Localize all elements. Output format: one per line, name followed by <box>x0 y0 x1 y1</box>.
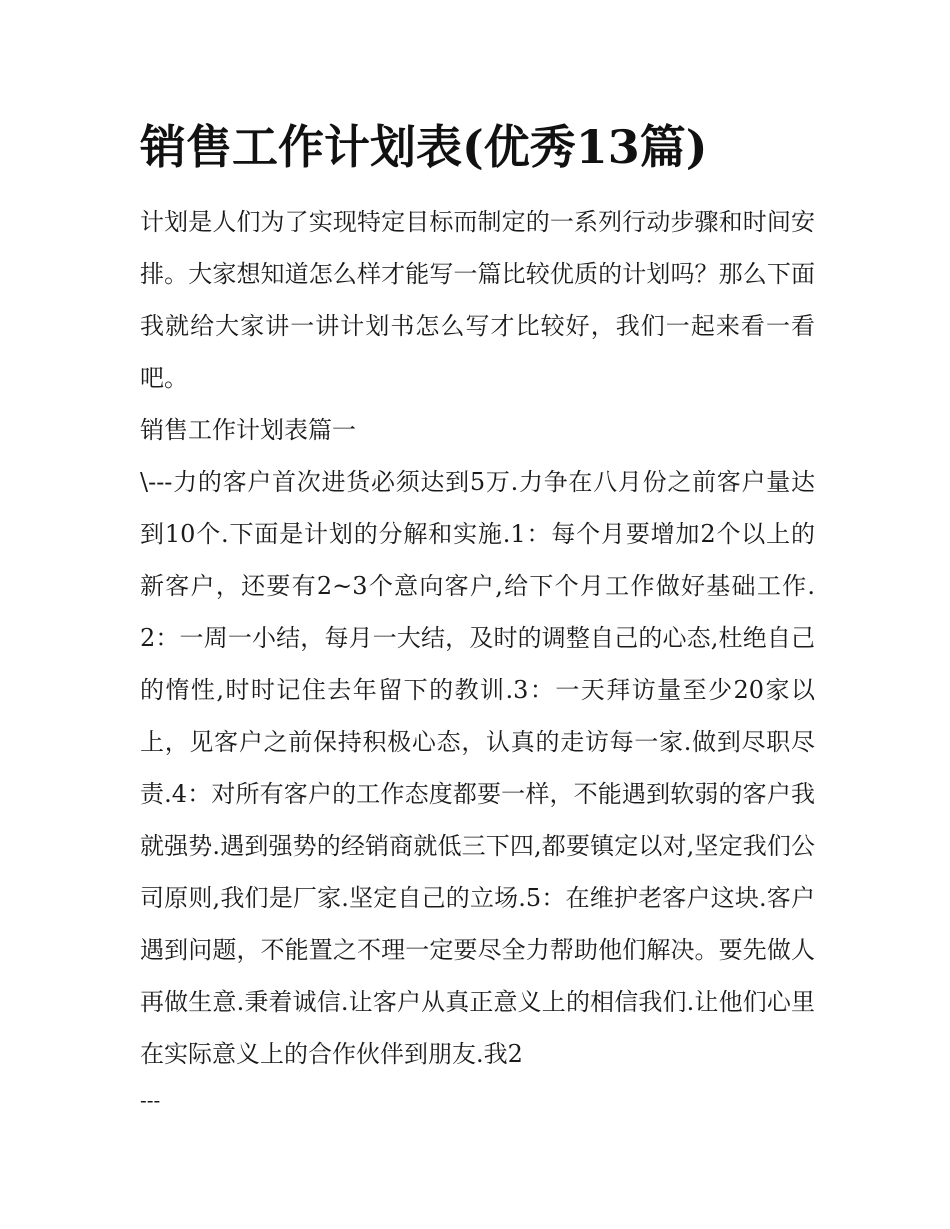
document-title: 销售工作计划表(优秀13篇) <box>140 120 708 174</box>
intro-paragraph: 计划是人们为了实现特定目标而制定的一系列行动步骤和时间安排。大家想知道怎么样才能写一篇比较优质的计划吗？那么下面我就给大家讲一讲计划书怎么写才比较好，我们一起来看一看吧。 <box>140 208 815 392</box>
document-body <box>140 196 815 1120</box>
page-break-marker: --- <box>140 1088 161 1112</box>
section-paragraph: \---力的客户首次进货必须达到5万.力争在八月份之前客户量达到10个.下面是计划的分解和实施.1：每个月要增加2个以上的新客户，还要有2~3个意向客户,给下个月工作做好基础工作.2：一周一小结，每月一大结，及时的调整自己的心态,杜绝自己的惰性,时时记住去年留下的教训.3：一天拜访量至少20家以上，见客户之前保持积极心态，认真的走访每一家.做到尽职尽责.4：对所有客户的工作态度都要一样，不能遇到软弱的客户我就强势.遇到强势的经销商就低三下四,都要镇定以对,坚定我们公司原则,我们是厂家.坚定自己的立场.5：在维护老客户这块.客户遇到问题，不能置之不理一定要尽全力帮助他们解决。要先做人再做生意.秉着诚信.让客户从真正意义上的相信我们.让他们心里在实际意义上的合作伙伴到朋友.我2 <box>140 468 815 1068</box>
section-heading: 销售工作计划表篇一 <box>140 416 356 444</box>
